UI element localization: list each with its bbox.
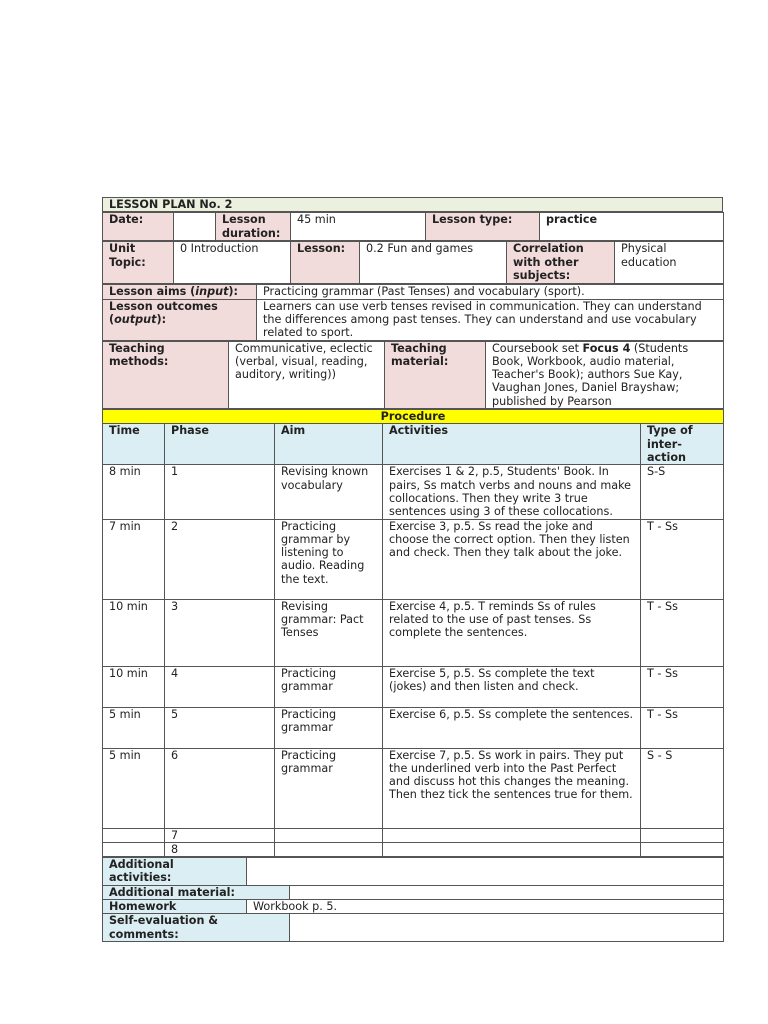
procedure-table (102, 409, 724, 857)
table-row (103, 842, 724, 856)
table-row (103, 519, 724, 599)
table-row (103, 599, 724, 666)
methods-material-table (102, 341, 724, 409)
teaching-material-value: Coursebook set Focus 4 (Students Book, Workbook, audio material, Teacher's Book); authors Sue Kay, Vaughan Jones, Daniel Brayshaw; published by Pearson (486, 341, 724, 408)
row-time: 7 min (103, 519, 165, 599)
row-interaction (641, 842, 724, 856)
row-activities (383, 842, 641, 856)
row-time: 10 min (103, 599, 165, 666)
row-time: 5 min (103, 748, 165, 828)
row-interaction: T - Ss (641, 707, 724, 748)
row-time: 8 min (103, 465, 165, 519)
additional-activities-value (247, 858, 724, 886)
lesson-label: Lesson: (291, 242, 360, 284)
column-header-aim: Aim (275, 424, 383, 465)
additional-activities-label: Additional activities: (103, 858, 247, 886)
column-header-interaction: Type of inter-action (641, 424, 724, 465)
self-evaluation-value (290, 914, 724, 942)
duration-label: Lesson duration: (216, 213, 291, 241)
row-phase: 6 (165, 748, 275, 828)
column-header-time: Time (103, 424, 165, 465)
title-table (102, 197, 723, 212)
row-phase: 4 (165, 666, 275, 707)
row-activities: Exercise 7, p.5. Ss work in pairs. They put the underlined verb into the Past Perfect and discuss hot this changes the meaning. Then thez tick the sentences true for them. (383, 748, 641, 828)
lesson-plan (102, 197, 723, 942)
footer-table (102, 857, 724, 942)
row-activities: Exercise 6, p.5. Ss complete the sentences. (383, 707, 641, 748)
row-phase: 8 (165, 842, 275, 856)
date-label: Date: (103, 213, 174, 241)
row-aim: Practicing grammar (275, 748, 383, 828)
column-header-phase: Phase (165, 424, 275, 465)
row-phase: 5 (165, 707, 275, 748)
lesson-plan-title: LESSON PLAN No. 2 (103, 198, 723, 212)
teaching-material-label: Teaching material: (385, 341, 486, 408)
aims-outcomes-table (102, 284, 724, 340)
row-activities (383, 828, 641, 842)
table-row (103, 748, 724, 828)
teaching-methods-value: Communicative, eclectic (verbal, visual, reading, auditory, writing)) (229, 341, 385, 408)
procedure-title: Procedure (103, 410, 724, 424)
row-time (103, 842, 165, 856)
row-activities: Exercise 4, p.5. T reminds Ss of rules related to the use of past tenses. Ss complete the sentences. (383, 599, 641, 666)
row-phase: 1 (165, 465, 275, 519)
row-phase: 3 (165, 599, 275, 666)
row-interaction: T - Ss (641, 519, 724, 599)
row-aim: Practicing grammar (275, 707, 383, 748)
homework-value: Workbook p. 5. (247, 900, 724, 914)
lesson-aims-label: Lesson aims (input): (103, 285, 257, 299)
row-aim: Revising known vocabulary (275, 465, 383, 519)
table-row (103, 707, 724, 748)
header-row-date (102, 212, 724, 241)
table-row (103, 465, 724, 519)
homework-label: Homework (103, 900, 247, 914)
duration-value: 45 min (291, 213, 426, 241)
row-time: 10 min (103, 666, 165, 707)
self-evaluation-label: Self-evaluation & comments: (103, 914, 290, 942)
row-activities: Exercise 5, p.5. Ss complete the text (jokes) and then listen and check. (383, 666, 641, 707)
row-aim (275, 842, 383, 856)
row-phase: 2 (165, 519, 275, 599)
row-activities: Exercises 1 & 2, p.5, Students' Book. In pairs, Ss match verbs and nouns and make collocations. Then they write 3 true sentences using 3 of these collocations. (383, 465, 641, 519)
lesson-value: 0.2 Fun and games (360, 242, 507, 284)
row-interaction: S - S (641, 748, 724, 828)
unit-topic-value: 0 Introduction (174, 242, 291, 284)
unit-topic-label: Unit Topic: (103, 242, 174, 284)
row-aim: Practicing grammar by listening to audio. Reading the text. (275, 519, 383, 599)
header-row-unit (102, 241, 724, 284)
lesson-type-value: practice (540, 213, 724, 241)
column-header-activities: Activities (383, 424, 641, 465)
table-row (103, 828, 724, 842)
additional-material-value (290, 885, 724, 899)
lesson-type-label: Lesson type: (426, 213, 540, 241)
row-time (103, 828, 165, 842)
row-interaction: T - Ss (641, 599, 724, 666)
lesson-outcomes-label: Lesson outcomes (output): (103, 299, 257, 340)
table-row (103, 666, 724, 707)
row-interaction: S-S (641, 465, 724, 519)
date-value (174, 213, 216, 241)
lesson-outcomes-value: Learners can use verb tenses revised in communication. They can understand the differences among past tenses. They can understand and use vocabulary related to sport. (257, 299, 724, 340)
row-aim: Practicing grammar (275, 666, 383, 707)
row-interaction: T - Ss (641, 666, 724, 707)
teaching-methods-label: Teaching methods: (103, 341, 229, 408)
correlation-value: Physical education (615, 242, 724, 284)
row-phase: 7 (165, 828, 275, 842)
row-aim (275, 828, 383, 842)
additional-material-label: Additional material: (103, 885, 290, 899)
row-activities: Exercise 3, p.5. Ss read the joke and choose the correct option. Then they listen and check. Then they talk about the joke. (383, 519, 641, 599)
correlation-label: Correlation with other subjects: (507, 242, 615, 284)
row-aim: Revising grammar: Pact Tenses (275, 599, 383, 666)
row-time: 5 min (103, 707, 165, 748)
lesson-aims-value: Practicing grammar (Past Tenses) and vocabulary (sport). (257, 285, 724, 299)
row-interaction (641, 828, 724, 842)
